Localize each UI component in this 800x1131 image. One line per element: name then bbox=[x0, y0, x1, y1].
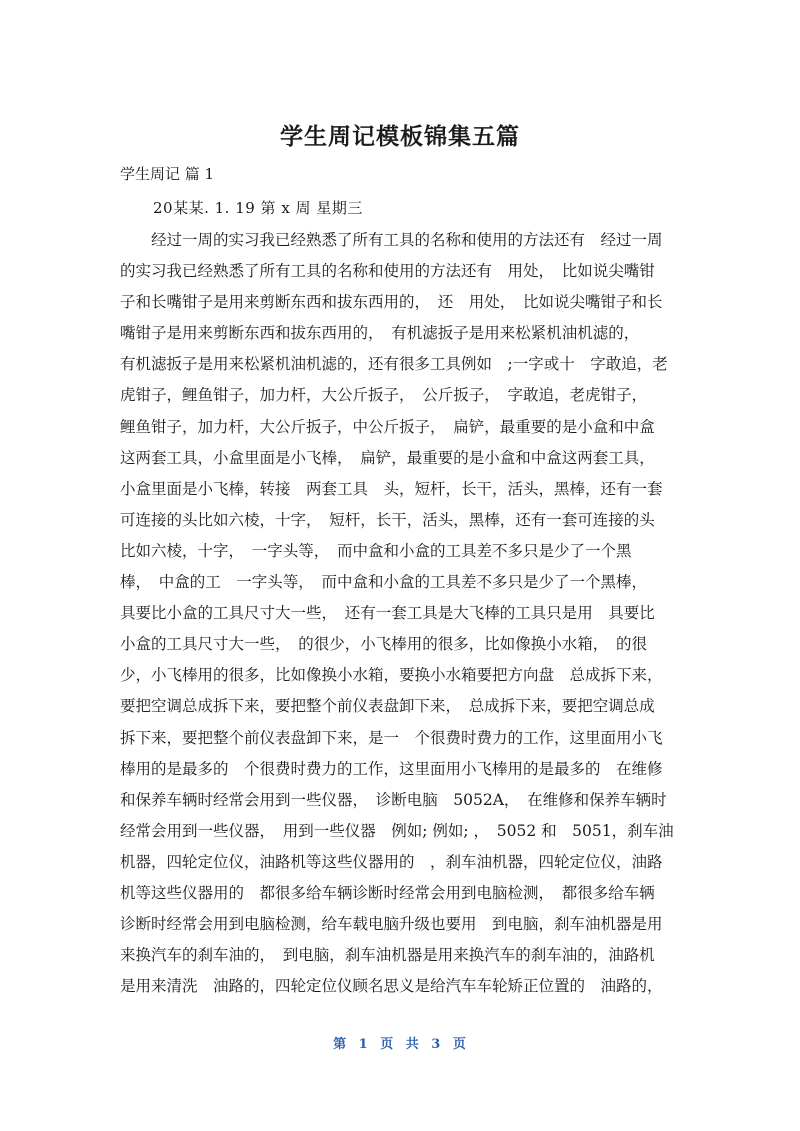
body-line: 可连接的头比如六棱，十字， 短杆，长干，活头，黑棒，还有一套可连接的头 bbox=[120, 510, 655, 529]
body-line: 子和长嘴钳子是用来剪断东西和拔东西用的， 还 用处， 比如说尖嘴钳子和长 bbox=[120, 293, 663, 312]
body-line: 经过一周的实习我已经熟悉了所有工具的名称和使用的方法还有 经过一周 bbox=[120, 231, 663, 249]
body-line: 的实习我已经熟悉了所有工具的名称和使用的方法还有 用处， 比如说尖嘴钳 bbox=[120, 262, 655, 281]
body-line: 具要比小盒的工具尺寸大一些， 还有一套工具是大飞棒的工具只是用 具要比 bbox=[120, 604, 655, 623]
body-line: 嘴钳子是用来剪断东西和拔东西用的， 有机滤扳子是用来松紧机油机滤的， bbox=[120, 324, 640, 343]
body-line: 少，小飞棒用的很多，比如像换小水箱，要换小水箱要把方向盘 总成拆下来， bbox=[120, 666, 663, 685]
date-line: 20某某. 1. 19 第 x 周 星期三 bbox=[153, 199, 363, 217]
body-line: 小盒的工具尺寸大一些， 的很少，小飞棒用的很多，比如像换小水箱， 的很 bbox=[120, 635, 648, 654]
body-line: 棒用的是最多的 个很费时费力的工作，这里面用小飞棒用的是最多的 在维修 bbox=[120, 759, 663, 778]
body-line: 机等这些仪器用的 都很多给车辆诊断时经常会用到电脑检测， 都很多给车辆 bbox=[120, 883, 655, 902]
body-line: 经常会用到一些仪器， 用到一些仪器 例如; 例如; ， 5052 和 5051，刹车油 bbox=[120, 821, 674, 840]
body-line: 虎钳子，鲤鱼钳子，加力杆，大公斤扳子， 公斤扳子， 字敢追，老虎钳子， bbox=[120, 386, 648, 405]
body-line: 和保养车辆时经常会用到一些仪器， 诊断电脑 5052A， 在维修和保养车辆时 bbox=[120, 790, 667, 809]
body-line: 小盒里面是小飞棒，转接 两套工具 头，短杆，长干，活头，黑棒，还有一套 bbox=[120, 479, 663, 498]
body-line: 诊断时经常会用到电脑检测，给车载电脑升级也要用 到电脑，刹车油机器是用 bbox=[120, 915, 663, 934]
body-line: 机器，四轮定位仪，油路机等这些仪器用的 ，刹车油机器，四轮定位仪，油路 bbox=[120, 852, 663, 871]
document-title: 学生周记模板锦集五篇 bbox=[280, 124, 520, 150]
body-line: 来换汽车的刹车油的， 到电脑，刹车油机器是用来换汽车的刹车油的，油路机 bbox=[120, 946, 655, 965]
body-line: 这两套工具，小盒里面是小飞棒， 扁铲，最重要的是小盒和中盒这两套工具， bbox=[120, 448, 655, 467]
body-line: 是用来清洗 油路的，四轮定位仪顾名思义是给汽车车轮矫正位置的 油路的， bbox=[120, 977, 663, 996]
body-text bbox=[120, 225, 680, 1002]
section-heading: 学生周记 篇 1 bbox=[120, 165, 215, 183]
body-line: 鲤鱼钳子，加力杆，大公斤扳子，中公斤扳子， 扁铲，最重要的是小盒和中盒 bbox=[120, 417, 655, 436]
page-indicator: 第 1 页 共 3 页 bbox=[333, 1037, 467, 1052]
body-line: 要把空调总成拆下来，要把整个前仪表盘卸下来， 总成拆下来，要把空调总成 bbox=[120, 697, 655, 716]
body-line: 拆下来，要把整个前仪表盘卸下来，是一 个很费时费力的工作，这里面用小飞 bbox=[120, 728, 663, 747]
body-line: 比如六棱，十字， 一字头等， 而中盒和小盒的工具差不多只是少了一个黑 bbox=[120, 541, 632, 560]
body-line: 有机滤扳子是用来松紧机油机滤的，还有很多工具例如 ;一字或十 字敢追，老 bbox=[120, 355, 668, 374]
body-line: 棒， 中盒的工 一字头等， 而中盒和小盒的工具差不多只是少了一个黑棒， bbox=[120, 573, 648, 592]
